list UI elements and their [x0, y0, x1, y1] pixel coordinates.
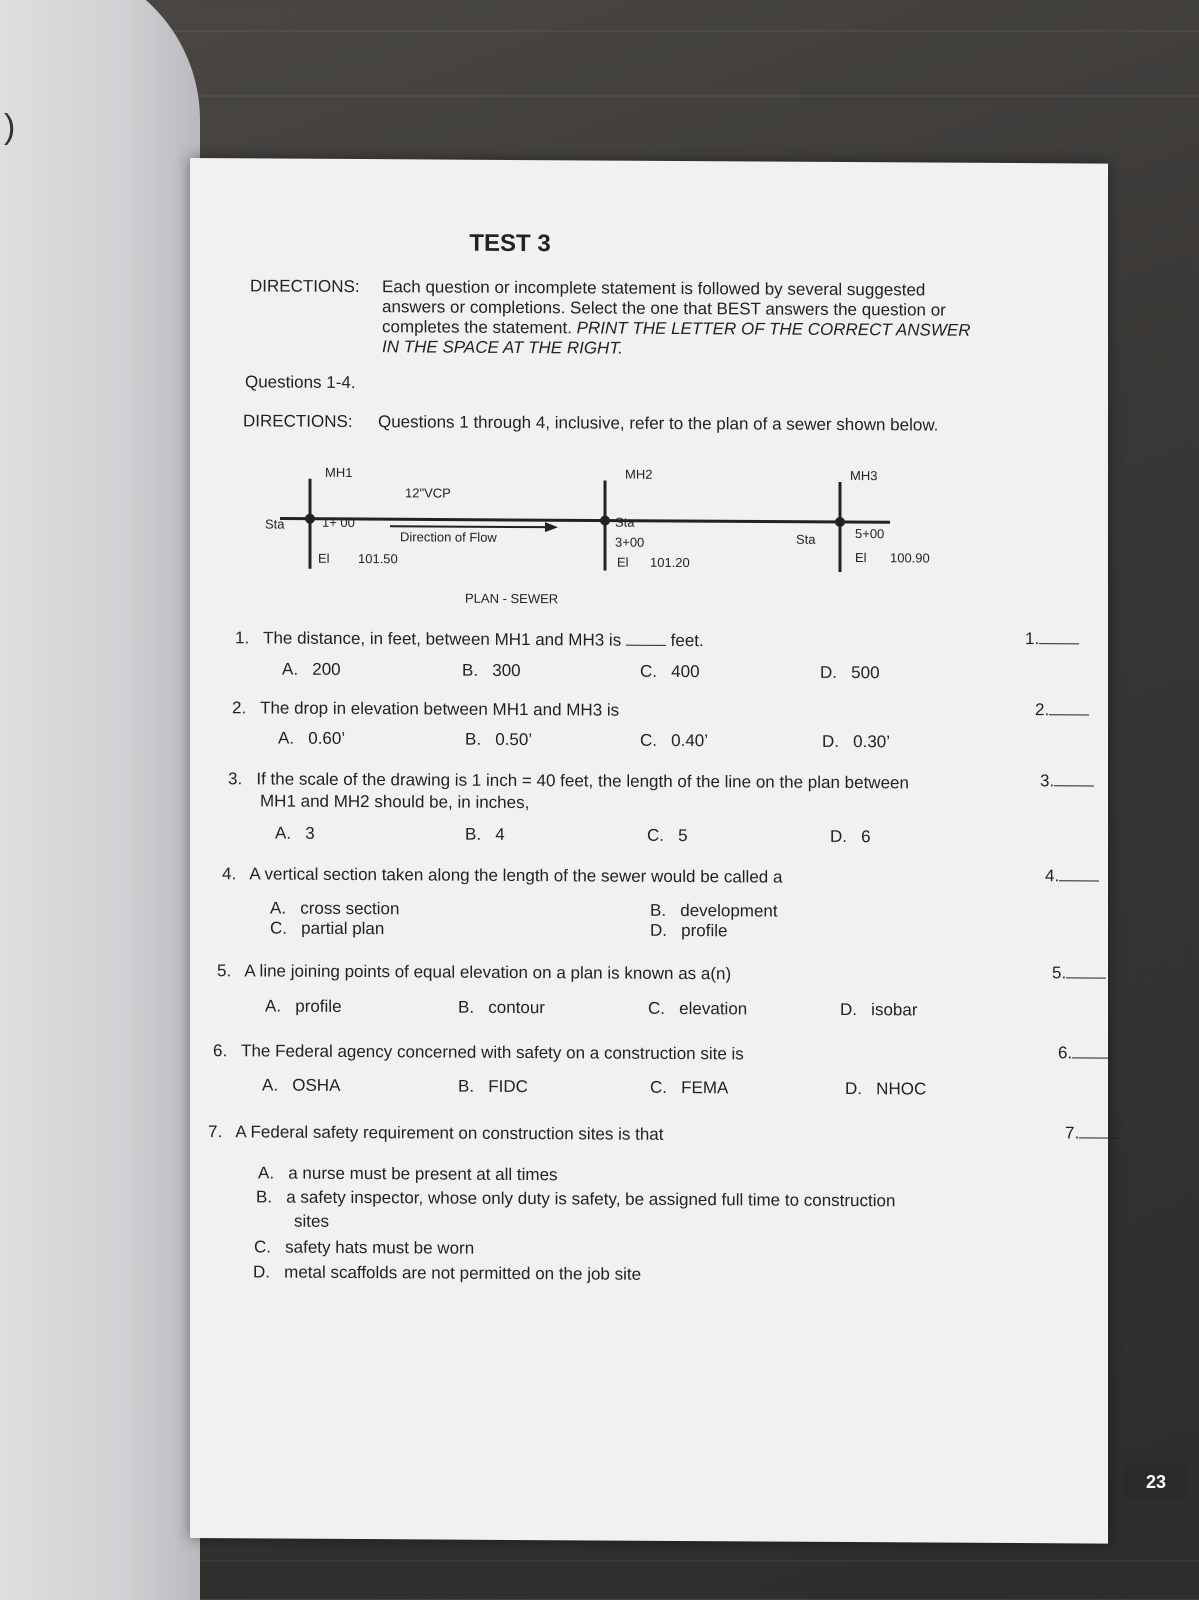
- option-3d: D. 6: [830, 826, 871, 847]
- option-5a: A. profile: [265, 996, 342, 1016]
- option-1b: B. 300: [462, 660, 521, 681]
- answer-label: 7.: [1065, 1123, 1080, 1143]
- option-3b: B. 4: [465, 824, 505, 844]
- option-4d: D. profile: [650, 920, 728, 941]
- option-2c: C. 0.40’: [640, 730, 709, 751]
- answer-label: 2.: [1035, 700, 1050, 720]
- question-text-end: feet.: [670, 630, 704, 651]
- el2-value: 101.20: [650, 554, 690, 571]
- sta1-value: 1+ 00: [322, 514, 355, 531]
- answer-blank-1[interactable]: [1025, 629, 1079, 649]
- el1-label: El: [318, 550, 330, 566]
- option-2b: B. 0.50’: [465, 729, 533, 750]
- mh2-marker: [600, 516, 610, 526]
- sewer-plan-diagram: [250, 458, 970, 612]
- question-5: [217, 961, 731, 984]
- sta2-label: Sta: [615, 514, 635, 530]
- answer-blank-3[interactable]: [1040, 771, 1094, 791]
- sta3-value: 5+00: [855, 526, 885, 542]
- option-6d: D. NHOC: [845, 1079, 927, 1099]
- question-text: A Federal safety requirement on construction sites is that: [235, 1122, 664, 1144]
- question-number: 7.: [208, 1122, 223, 1142]
- question-text: The Federal agency concerned with safety on a construction site is: [241, 1041, 744, 1064]
- question-7: [208, 1122, 663, 1145]
- answer-blank-5[interactable]: [1052, 963, 1106, 983]
- facing-page: [0, 0, 200, 1600]
- answer-line[interactable]: [1059, 866, 1099, 881]
- answer-label: 3.: [1040, 771, 1055, 791]
- option-4b: B. development: [650, 900, 778, 921]
- question-number: 5.: [217, 961, 232, 981]
- sta-left-label: Sta: [265, 516, 285, 532]
- answer-line[interactable]: [1039, 629, 1079, 644]
- question-text: The distance, in feet, between MH1 and MH3 is: [263, 628, 622, 650]
- option-6a: A. OSHA: [262, 1075, 341, 1095]
- option-7c: C. safety hats must be worn: [254, 1237, 475, 1258]
- answer-label: 1.: [1025, 629, 1040, 649]
- option-6c: C. FEMA: [650, 1077, 729, 1098]
- mh3-marker: [835, 517, 845, 527]
- directions-line-3-italic: PRINT THE LETTER OF THE CORRECT ANSWER: [576, 318, 971, 340]
- test-page: [190, 158, 1108, 1544]
- question-text: A vertical section taken along the length of the sewer would be called a: [249, 864, 783, 887]
- pipe-label: 12"VCP: [405, 485, 451, 501]
- question-4: [222, 864, 782, 887]
- group-directions-text: Questions 1 through 4, inclusive, refer to the plan of a sewer shown below.: [378, 412, 939, 435]
- answer-label: 6.: [1058, 1043, 1073, 1063]
- el2-label: El: [617, 554, 629, 570]
- mh2-label: MH2: [625, 466, 653, 482]
- option-4c: C. partial plan: [270, 918, 385, 939]
- el1-value: 101.50: [358, 551, 398, 567]
- question-3: [228, 769, 909, 793]
- question-3-line-2: MH1 and MH2 should be, in inches,: [260, 791, 530, 813]
- diagram-caption: PLAN - SEWER: [465, 590, 559, 607]
- answer-line[interactable]: [1079, 1123, 1119, 1138]
- option-5b: B. contour: [458, 997, 545, 1018]
- questions-group-label: Questions 1-4.: [245, 372, 356, 393]
- option-3c: C. 5: [647, 825, 688, 846]
- directions-line-2: answers or completions. Select the one that BEST answers the question or: [382, 297, 946, 320]
- inline-blank: [626, 631, 666, 646]
- answer-label: 4.: [1045, 866, 1060, 886]
- answer-line[interactable]: [1049, 700, 1089, 715]
- answer-line[interactable]: [1054, 771, 1094, 786]
- page-title: TEST 3: [469, 229, 551, 258]
- option-3a: A. 3: [275, 823, 315, 843]
- directions-line-4: IN THE SPACE AT THE RIGHT.: [382, 337, 623, 358]
- answer-blank-2[interactable]: [1035, 700, 1089, 720]
- question-text: If the scale of the drawing is 1 inch = 40 feet, the length of the line on the plan between: [256, 769, 909, 793]
- option-5c: C. elevation: [648, 998, 748, 1019]
- flow-arrow-head: [545, 522, 558, 532]
- answer-blank-6[interactable]: [1058, 1043, 1112, 1063]
- directions-line-3-plain: completes the statement.: [382, 317, 577, 338]
- sewer-line: [280, 519, 890, 523]
- el3-label: El: [855, 550, 867, 566]
- question-number: 3.: [228, 769, 243, 789]
- option-5d: D. isobar: [840, 999, 918, 1020]
- mh1-marker: [305, 514, 315, 524]
- option-1a: A. 200: [282, 659, 341, 679]
- question-2: [232, 698, 619, 720]
- option-2a: A. 0.60’: [278, 728, 346, 748]
- answer-line[interactable]: [1066, 963, 1106, 978]
- option-7a: A. a nurse must be present at all times: [258, 1163, 558, 1185]
- option-7b: B. a safety inspector, whose only duty is safety, be assigned full time to construction: [256, 1187, 896, 1211]
- option-6b: B. FIDC: [458, 1076, 528, 1097]
- option-1c: C. 400: [640, 661, 700, 682]
- answer-line[interactable]: [1072, 1043, 1112, 1058]
- question-number: 1.: [235, 628, 250, 648]
- sta3-label: Sta: [796, 531, 816, 547]
- option-7d: D. metal scaffolds are not permitted on the job site: [253, 1262, 642, 1284]
- option-2d: D. 0.30’: [822, 731, 891, 752]
- flow-label: Direction of Flow: [400, 529, 497, 545]
- directions-line-1: Each question or incomplete statement is followed by several suggested: [382, 277, 926, 300]
- page-number-tab: 23: [1124, 1465, 1188, 1499]
- sta2-value: 3+00: [615, 534, 645, 550]
- question-text: The drop in elevation between MH1 and MH3 is: [260, 698, 620, 720]
- question-number: 6.: [213, 1041, 228, 1061]
- mh3-label: MH3: [850, 468, 878, 484]
- el3-value: 100.90: [890, 550, 930, 566]
- question-number: 4.: [222, 864, 237, 884]
- question-number: 2.: [232, 698, 247, 718]
- answer-blank-4[interactable]: [1045, 866, 1099, 886]
- question-6: [213, 1041, 744, 1064]
- answer-blank-7[interactable]: [1065, 1123, 1119, 1143]
- mh1-label: MH1: [325, 464, 353, 480]
- answer-label: 5.: [1052, 963, 1067, 983]
- group-directions-label: DIRECTIONS:: [243, 411, 353, 431]
- flow-arrow-shaft: [390, 526, 545, 527]
- option-4a: A. cross section: [270, 898, 400, 919]
- question-text: A line joining points of equal elevation on a plan is known as a(n): [244, 961, 732, 984]
- question-1: [235, 628, 704, 651]
- facing-page-glyph: ): [4, 108, 16, 146]
- option-7b-line-2: sites: [294, 1211, 329, 1231]
- directions-label: DIRECTIONS:: [250, 276, 360, 297]
- option-1d: D. 500: [820, 662, 880, 683]
